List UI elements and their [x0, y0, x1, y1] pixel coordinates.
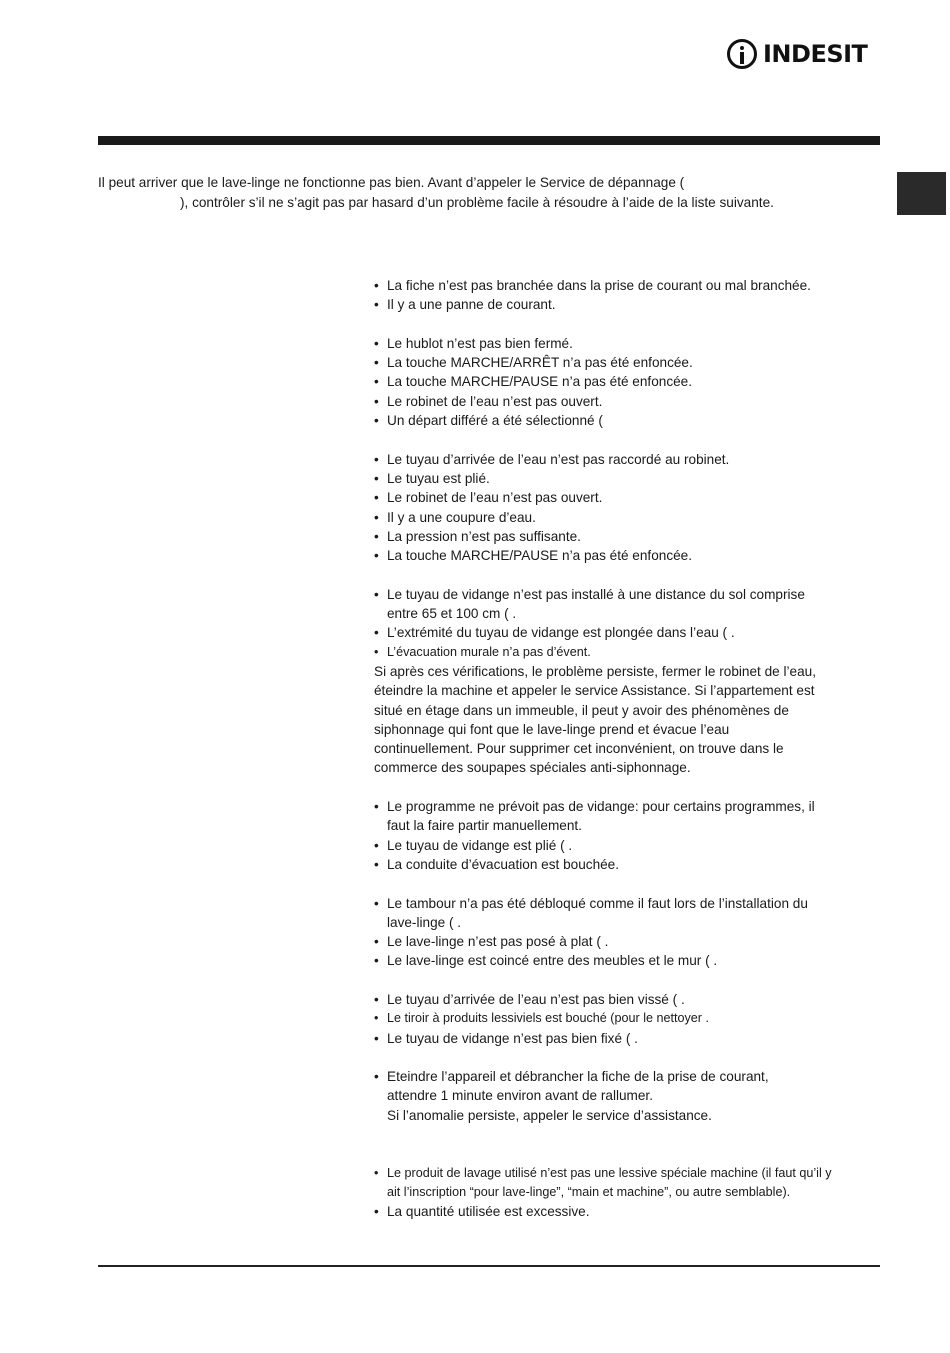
problem-group-9	[374, 1164, 884, 1222]
problem-group-1	[374, 276, 884, 315]
list-item: • Le hublot n’est pas bien fermé.	[374, 335, 573, 351]
list-item: • La touche MARCHE/ARRÊT n’a pas été enfoncée.	[374, 355, 693, 371]
list-item-continuation: faut la faire partir manuellement.	[387, 818, 582, 834]
problem-group-3	[374, 450, 884, 566]
brand-name: INDESIT	[763, 40, 868, 68]
list-item: • Le produit de lavage utilisé n’est pas une lessive spéciale machine (il faut qu’il y	[374, 1165, 832, 1180]
problem-group-7	[374, 990, 884, 1048]
list-item: • Il y a une panne de courant.	[374, 297, 556, 313]
problem-group-4	[374, 585, 884, 778]
problem-group-8	[374, 1067, 884, 1125]
header-rule	[98, 136, 880, 145]
list-item: • La conduite d’évacuation est bouchée.	[374, 856, 620, 872]
list-item: • Le lave-linge n’est pas posé à plat ( .	[374, 934, 609, 950]
list-item: • Le tuyau est plié.	[374, 470, 490, 486]
list-item: • La fiche n’est pas branchée dans la prise de courant ou mal branchée.	[374, 278, 811, 293]
list-item: • Le programme ne prévoit pas de vidange: pour certains programmes, il	[374, 799, 815, 815]
intro-line-1: Il peut arriver que le lave-linge ne fonctionne pas bien. Avant d’appeler le Service de dépannage (	[98, 175, 685, 190]
brand-logo	[727, 34, 867, 74]
list-item: • La touche MARCHE/PAUSE n’a pas été enfoncée.	[374, 548, 693, 564]
list-item: • Le tiroir à produits lessiviels est bouché (pour le nettoyer .	[374, 1011, 710, 1026]
language-tab-marker	[897, 172, 946, 215]
list-item: • Le tambour n’a pas été débloqué comme il faut lors de l’installation du	[374, 895, 808, 911]
list-item-continuation: entre 65 et 100 cm ( .	[387, 606, 517, 622]
problem-group-5	[374, 797, 884, 874]
indesit-logo-icon	[727, 39, 757, 69]
list-item: • Le lave-linge est coincé entre des meubles et le mur ( .	[374, 953, 718, 969]
note-line: commerce des soupapes spéciales anti-siphonnage.	[374, 760, 691, 776]
list-item: • Un départ différé a été sélectionné (	[374, 413, 603, 429]
note-line: Si après ces vérifications, le problème persiste, fermer le robinet de l’eau,	[374, 663, 817, 679]
footer-rule	[98, 1265, 880, 1267]
note-line: siphonnage qui font que le lave-linge prend et évacue l’eau	[374, 721, 730, 737]
list-item: • Le tuyau de vidange est plié ( .	[374, 837, 573, 853]
list-item: • La pression n’est pas suffisante.	[374, 528, 581, 544]
list-item-continuation: Si l’anomalie persiste, appeler le service d’assistance.	[387, 1107, 712, 1123]
list-item: • La quantité utilisée est excessive.	[374, 1204, 590, 1220]
problem-group-6	[374, 894, 884, 971]
list-item-continuation: lave-linge ( .	[387, 914, 462, 930]
intro-paragraph	[98, 173, 883, 212]
list-item-continuation: attendre 1 minute environ avant de rallumer.	[387, 1088, 653, 1104]
list-item: • L’évacuation murale n’a pas d’évent.	[374, 644, 591, 659]
list-item: • Le robinet de l’eau n’est pas ouvert.	[374, 393, 603, 409]
problem-group-2	[374, 334, 884, 430]
note-line: éteindre la machine et appeler le service Assistance. Si l’appartement est	[374, 683, 815, 699]
list-item: • Le tuyau de vidange n’est pas bien fixé ( .	[374, 1030, 638, 1046]
list-item: • Le tuyau de vidange n’est pas installé à une distance du sol comprise	[374, 586, 805, 602]
list-item: • Il y a une coupure d’eau.	[374, 509, 536, 525]
list-item: • Le tuyau d’arrivée de l’eau n’est pas raccordé au robinet.	[374, 451, 730, 467]
list-item: • Le robinet de l’eau n’est pas ouvert.	[374, 490, 603, 506]
note-line: continuellement. Pour supprimer cet inconvénient, on trouve dans le	[374, 741, 784, 757]
list-item: • Le tuyau d’arrivée de l’eau n’est pas bien vissé ( .	[374, 991, 685, 1007]
list-item-continuation: ait l’inscription “pour lave-linge”, “main et machine”, ou autre semblable).	[387, 1184, 791, 1199]
note-line: situé en étage dans un immeuble, il peut y avoir des phénomènes de	[374, 702, 789, 718]
list-item: • L’extrémité du tuyau de vidange est plongée dans l’eau ( .	[374, 625, 735, 641]
troubleshooting-list	[374, 276, 884, 1241]
intro-line-2: ), contrôler s’il ne s’agit pas par hasard d’un problème facile à résoudre à l’aide de la liste suivante.	[180, 194, 774, 210]
list-item: • Eteindre l’appareil et débrancher la fiche de la prise de courant,	[374, 1069, 769, 1085]
list-item: • La touche MARCHE/PAUSE n’a pas été enfoncée.	[374, 374, 693, 390]
